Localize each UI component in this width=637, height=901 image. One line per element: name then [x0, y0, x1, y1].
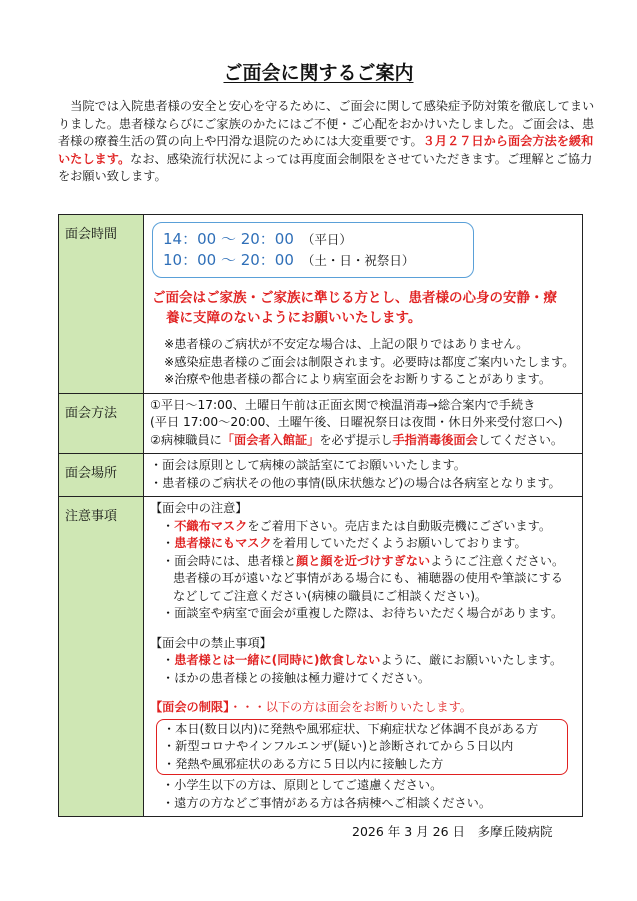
method-line-3: ②病棟職員に「面会者入館証」を必ず提示し手指消毒後面会してください。	[150, 432, 564, 447]
hours-note-2: ※感染症患者様のご面会は制限されます。必要時は都度ご案内いたします。	[164, 354, 575, 369]
hours-note-3: ※治療や他患者様の都合により病室面会をお断りすることがあります。	[164, 372, 552, 386]
during-visit-title: 【面会中の注意】	[150, 501, 248, 515]
intro-paragraph	[58, 98, 598, 186]
hours-note-1: ※患者様のご病状が不安定な場合は、上記の限りではありません。	[164, 337, 529, 351]
place-header: 面会場所	[59, 454, 144, 497]
row-notes	[59, 497, 583, 817]
note-item-2: ・患者様にもマスクを着用していただくようお願いしております。	[162, 536, 527, 550]
intro-text-1: 当院では入院患者様の安全と安心を守るために、ご面会に関して感染症予防対策を徹底してまいりました。患者様ならびにご家族のかたにはご不便・ご心配をおかけいたしました。ご面会は、患者様の療養生活の質の向上や円滑な退院のためには大変重要です。	[58, 99, 595, 148]
limit-extra-2: ・遠方の方などご事情がある方は各病棟へご相談ください。	[162, 795, 492, 810]
place-content	[144, 454, 583, 497]
limit-item-2: ・新型コロナやインフルエンザ(疑い)と診断されてから５日以内	[163, 739, 514, 753]
intro-text-2: なお、感染流行状況によっては再度面会制限をさせていただきます。ご理解とご協力をお願い致します。	[58, 151, 593, 183]
method-line-2: (平日 17:00〜20:00、土曜午後、日曜祝祭日は夜間・休日外来受付窓口へ)	[150, 415, 563, 429]
prohibit-item-2: ・ほかの患者様との接触は極力避けてください。	[162, 670, 431, 685]
visitor-restriction-note: ご面会はご家族・ご家族に準じる方とし、患者様の心身の安静・療 養に支障のないようにお願いいたします。	[152, 290, 557, 326]
footer-date-hospital: 2026 年 3 月 26 日 多摩丘陵病院	[352, 824, 553, 839]
row-hours	[59, 215, 583, 394]
weekday-hours: 14：00 〜 20：00 （平日）	[163, 230, 352, 248]
row-place	[59, 454, 583, 497]
notes-content	[144, 497, 583, 817]
time-box	[152, 222, 474, 278]
place-line-1: ・面会は原則として病棟の談話室にてお願いいたします。	[150, 458, 466, 472]
limit-item-3: ・発熱や風邪症状のある方に５日以内に接触した方	[163, 756, 444, 771]
limit-item-1: ・本日(数日以内)に発熱や風邪症状、下痢症状など体調不良がある方	[163, 721, 539, 736]
method-content	[144, 393, 583, 454]
note-item-3-cont-2: などしてご注意ください(病棟の職員にご相談ください)。	[173, 588, 488, 603]
notes-header: 注意事項	[59, 497, 144, 817]
note-item-1: ・不織布マスクをご着用下さい。売店または自動販売機にございます。	[162, 518, 552, 533]
note-item-3: ・面会時には、患者様と顔と顔を近づけすぎないようにご注意ください。	[162, 553, 565, 568]
note-item-3-cont-1: 患者様の耳が遠いなど事情がある場合にも、補聴器の使用や筆談にする	[173, 571, 563, 585]
method-header: 面会方法	[59, 393, 144, 454]
weekend-hours: 10：00 〜 20：00 （土・日・祝祭日）	[163, 251, 415, 269]
method-line-1: ①平日〜17:00、土曜日午前は正面玄関で検温消毒→総合案内で手続き	[150, 397, 536, 412]
row-method	[59, 393, 583, 454]
note-item-4: ・面談室や病室で面会が重複した際は、お待ちいただく場合があります。	[162, 606, 564, 620]
page-title: ご面会に関するご案内	[223, 62, 414, 84]
prohibit-title: 【面会中の禁止事項】	[150, 635, 272, 650]
place-line-2: ・患者様のご病状その他の事情(臥床状態など)の場合は各病室となります。	[150, 475, 561, 490]
hours-header: 面会時間	[59, 215, 144, 394]
limit-title: 【面会の制限】・・・以下の方は面会をお断りいたします。	[150, 700, 472, 714]
info-table	[58, 214, 583, 817]
limit-extra-1: ・小学生以下の方は、原則としてご遠慮ください。	[162, 778, 443, 792]
hours-content	[144, 215, 583, 394]
prohibit-item-1: ・患者様とは一緒に(同時に)飲食しないように、厳にお願いいたします。	[162, 653, 563, 667]
limit-box	[156, 719, 568, 776]
intro-highlight: ３月２７日から面会方法を緩和いたします。	[58, 134, 594, 166]
